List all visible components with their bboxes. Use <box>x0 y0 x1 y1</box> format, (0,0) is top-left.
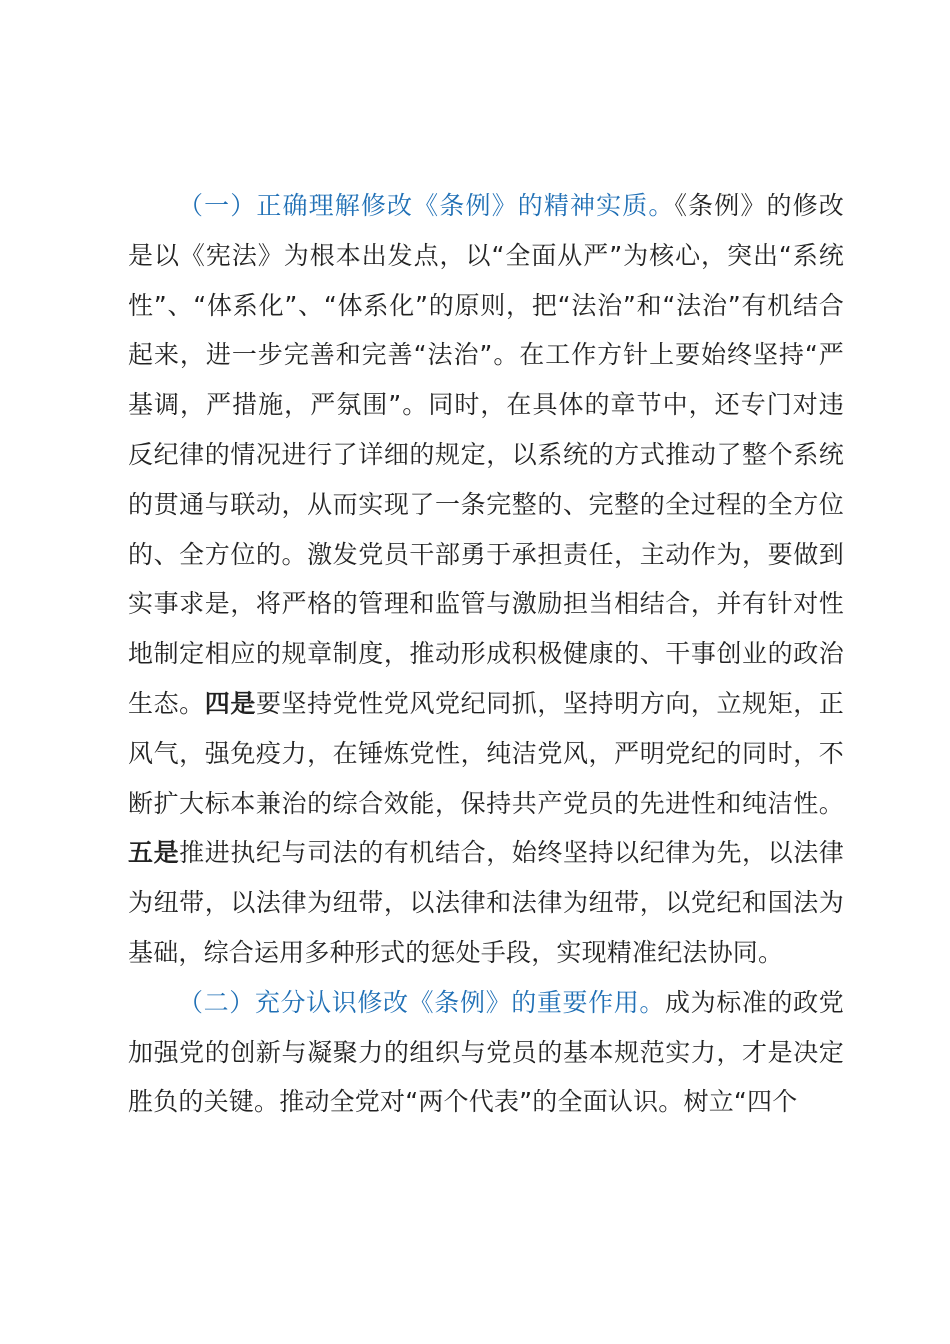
point-five-label: 五是 <box>128 838 180 868</box>
paragraph-section-2 <box>128 978 844 1127</box>
section-1-heading: （一）正确理解修改《条例》的精神实质。 <box>178 191 675 220</box>
section-1-text-b: 要坚持党性党风党纪同抓，坚持明方向，立规矩，正风气，强免疫力，在锤炼党性，纯洁党风，严明党纪的同时，不断扩大标本兼治的综合效能，保持共产党员的先进性和纯洁性。 <box>128 688 844 818</box>
section-1-text-a: 《条例》的修改是以《宪法》为根本出发点，以“全面从严”为核心，突出“系统性”、“体系化”、“体系化”的原则，把“法治”和“法治”有机结合起来，进一步完善和完善“法治”。在工作方针上要始终坚持“严基调，严措施，严氛围”。同时，在具体的章节中，还专门对违反纪律的情况进行了详细的规定，以系统的方式推动了整个系统的贯通与联动，从而实现了一条完整的、完整的全过程的全方位的、全方位的。激发党员干部勇于承担责任，主动作为，要做到实事求是，将严格的管理和监管与激励担当相结合，并有针对性地制定相应的规章制度，推动形成积极健康的、干事创业的政治生态。 <box>128 191 844 718</box>
point-four-label: 四是 <box>204 688 256 718</box>
section-2-heading: （二）充分认识修改《条例》的重要作用。 <box>178 987 665 1017</box>
section-1-text-c: 推进执纪与司法的有机结合，始终坚持以纪律为先，以法律为纽带，以法律为纽带，以法律和法律为纽带，以党纪和国法为基础，综合运用多种形式的惩处手段，实现精准纪法协同。 <box>128 838 844 967</box>
section-2-text: 成为标准的政党加强党的创新与凝聚力的组织与党员的基本规范实力，才是决定胜负的关键。推动全党对“两个代表”的全面认识。树立“四个 <box>128 987 844 1117</box>
document-body <box>128 181 844 1127</box>
paragraph-section-1 <box>128 181 844 978</box>
